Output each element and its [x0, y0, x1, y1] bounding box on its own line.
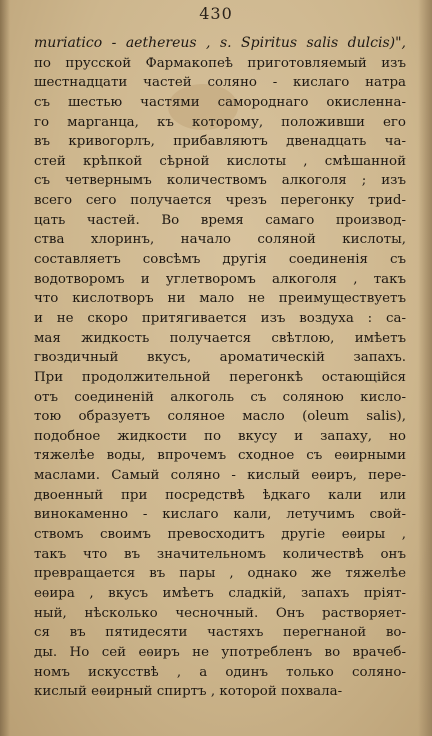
- text-line: ствомъ своимъ превосходитъ другiе еѳиры ,: [34, 527, 406, 543]
- text-line: превращается въ пары , однако же тяжелѣе: [34, 566, 406, 582]
- text-line: muriatico - aethereus , s. Spiritus salis dulcis)",: [34, 35, 406, 51]
- text-line: что кислотворъ ни мало не преимуществуетъ: [34, 291, 406, 307]
- text-line: тою образуетъ соляное масло (oleum salis),: [34, 409, 406, 425]
- text-line: двоенный при посредствѣ ѣдкаго кали или: [34, 487, 406, 503]
- text-line: го марганца, къ которому, положивши его: [34, 114, 406, 130]
- page-edge-right: [418, 0, 432, 736]
- text-line: стей крѣпкой сѣрной кислоты , смѣшанной: [34, 153, 406, 169]
- body-text: [34, 34, 406, 702]
- text-line: При продолжительной перегонкѣ остающiйся: [34, 369, 406, 385]
- text-line: отъ соединенiй алкоголь съ соляною кисло-: [34, 389, 406, 405]
- text-line: ды. Но сей еѳиръ не употребленъ во врачеб-: [34, 644, 406, 660]
- text-line: гвоздичный вкусъ, ароматическiй запахъ.: [34, 350, 406, 366]
- text-line: еѳира , вкусъ имѣетъ сладкiй, запахъ прiят-: [34, 585, 406, 601]
- text-line: подобное жидкости по вкусу и запаху, но: [34, 428, 406, 444]
- text-line: и не скоро притягивается изъ воздуха : са-: [34, 310, 406, 326]
- text-line: тяжелѣе воды, впрочемъ сходное съ еѳирными: [34, 448, 406, 464]
- text-line: маслами. Самый соляно - кислый еѳиръ, пере-: [34, 468, 406, 484]
- text-line: водотворомъ и углетворомъ алкоголя , такъ: [34, 271, 406, 287]
- text-line: составляетъ совсѣмъ другiя соединенiя съ: [34, 252, 406, 268]
- text-line: такъ что въ значительномъ количествѣ онъ: [34, 546, 406, 562]
- page-edge-left: [0, 0, 10, 736]
- text-line: кислый еѳирный спиртъ , которой похвала-: [34, 684, 343, 700]
- text-line: въ кривогорлъ, прибавляютъ двенадцать ча-: [34, 134, 406, 150]
- page-number: 430: [199, 4, 233, 23]
- text-line: номъ искусствѣ , а одинъ только соляно-: [34, 664, 406, 680]
- text-line: цать частей. Во время самаго производ-: [34, 212, 406, 228]
- text-line: съ шестью частями самороднаго окисленна-: [34, 94, 406, 110]
- text-line: съ четвернымъ количествомъ алкоголя ; изъ: [34, 173, 406, 189]
- text-line: ства хлоринъ, начало соляной кислоты,: [34, 232, 406, 248]
- text-line: всего сего получается чрезъ перегонку триd-: [34, 193, 406, 209]
- text-line: ся въ пятидесяти частяхъ перегнаной во-: [34, 625, 406, 641]
- text-line: винокаменно - кислаго кали, летучимъ свой-: [34, 507, 406, 523]
- text-line: по прусской Фармакопеѣ приготовляемый изъ: [34, 55, 406, 71]
- text-line: ный, нѣсколько чесночный. Онъ растворяет-: [34, 605, 406, 621]
- text-line: мая жидкость получается свѣтлою, имѣетъ: [34, 330, 406, 346]
- text-line: шестнадцати частей соляно - кислаго натра: [34, 75, 406, 91]
